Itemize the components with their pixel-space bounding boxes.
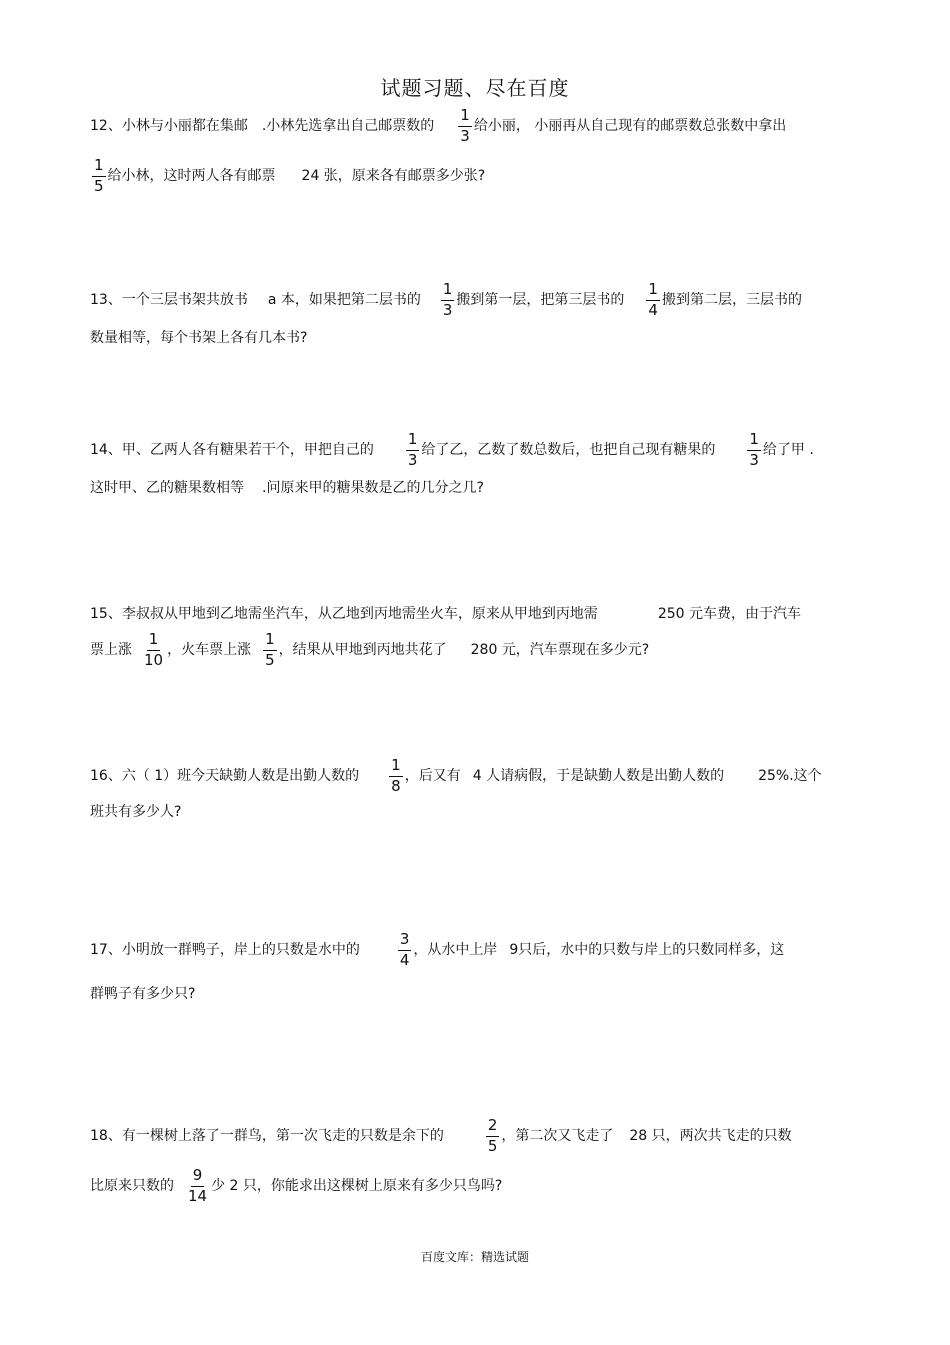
problem-text: ，从水中上岸	[413, 942, 498, 958]
fraction: $\frac{1}{5}$	[265, 630, 275, 669]
fraction: $\frac{1}{4}$	[648, 280, 658, 319]
problem-text: 群鸭子有多少只?	[90, 986, 196, 1002]
problem-text: 24 张，原来各有邮票多少张?	[301, 168, 486, 184]
problem-15-line-2	[90, 630, 649, 670]
problem-text: ，火车票上涨	[167, 642, 252, 658]
fraction: $\frac{9}{14}$	[188, 1166, 208, 1205]
problem-text: 280 元，汽车票现在多少元?	[470, 642, 650, 658]
fraction: $\frac{2}{5}$	[487, 1116, 498, 1155]
problem-text: 给了乙，乙数了数总数后，也把自己现有糖果的	[421, 442, 716, 458]
problem-text: 给了甲 .	[762, 442, 814, 458]
problem-text: ，后又有	[404, 768, 461, 784]
problem-text: .小林先选拿出自己邮票数的	[261, 118, 435, 134]
problem-text: 少 2 只，你能求出这棵树上原来有多少只鸟吗?	[211, 1178, 503, 1194]
problem-text: 9只后，水中的只数与岸上的只数同样多，这	[509, 942, 785, 958]
problem-16-line-2	[90, 792, 181, 832]
problem-text: a 本，如果把第二层书的	[267, 292, 421, 308]
problem-text: 12、小林与小丽都在集邮	[90, 118, 248, 134]
problem-text: 4 人请病假，于是缺勤人数是出勤人数的	[472, 768, 725, 784]
problem-text: 14、甲、乙两人各有糖果若干个，甲把自己的	[90, 442, 374, 458]
problem-text: 28 只，两次共飞走的只数	[629, 1128, 792, 1144]
problem-text: 18、有一棵树上落了一群鸟，第一次飞走的只数是余下的	[90, 1128, 444, 1144]
fraction: $\frac{1}{3}$	[460, 106, 470, 145]
problem-17-line-2	[90, 974, 195, 1014]
problem-18-line-1	[90, 1116, 792, 1156]
problem-text: 这时甲、乙的糖果数相等	[90, 480, 244, 496]
fraction: $\frac{1}{3}$	[407, 430, 418, 469]
page-title: 试题习题、尽在百度	[380, 76, 570, 100]
problem-12-line-2	[90, 156, 485, 196]
problem-text: 给小林，这时两人各有邮票	[107, 168, 276, 184]
problem-18-line-2	[90, 1166, 502, 1206]
problem-text: .问原来甲的糖果数是乙的几分之几?	[262, 480, 484, 496]
problem-text: 班共有多少人?	[90, 804, 182, 820]
problem-text: ，结果从甲地到丙地共花了	[278, 642, 447, 658]
problem-text: 15、李叔叔从甲地到乙地需坐汽车，从乙地到丙地需坐火车，原来从甲地到丙地需	[90, 606, 598, 622]
problem-15-line-1	[90, 594, 801, 634]
fraction: $\frac{1}{3}$	[749, 430, 759, 469]
problem-text: ，第二次又飞走了	[501, 1128, 614, 1144]
problem-13-line-2	[90, 318, 307, 358]
problem-text: 搬到第一层，把第三层书的	[456, 292, 625, 308]
problem-13-line-1	[90, 280, 802, 320]
problem-text: 比原来只数的	[90, 1178, 174, 1194]
problem-14-line-1	[90, 430, 814, 470]
problem-text: 13、一个三层书架共放书	[90, 292, 248, 308]
problem-12-line-1	[90, 106, 786, 146]
fraction: $\frac{3}{4}$	[399, 930, 410, 969]
problem-text: 票上涨	[90, 642, 132, 658]
problem-text: 数量相等，每个书架上各有几本书?	[90, 330, 308, 346]
problem-text: 25%.这个	[758, 768, 822, 784]
problem-17-line-1	[90, 930, 784, 970]
fraction: $\frac{1}{8}$	[391, 756, 401, 795]
problem-14-line-2	[90, 468, 484, 508]
problem-text: 16、六（ 1）班今天缺勤人数是出勤人数的	[90, 768, 360, 784]
problem-text: 搬到第二层，三层书的	[661, 292, 802, 308]
fraction: $\frac{1}{3}$	[442, 280, 453, 319]
problem-text: 250 元车费，由于汽车	[657, 606, 801, 622]
fraction: $\frac{1}{5}$	[94, 156, 104, 195]
problem-text: 给小丽， 小丽再从自己现有的邮票数总张数中拿出	[473, 118, 787, 134]
page-footer: 百度文库：精选试题	[420, 1250, 529, 1264]
problem-text: 17、小明放一群鸭子，岸上的只数是水中的	[90, 942, 360, 958]
fraction: $\frac{1}{10}$	[144, 630, 164, 669]
problem-16-line-1	[90, 756, 822, 796]
